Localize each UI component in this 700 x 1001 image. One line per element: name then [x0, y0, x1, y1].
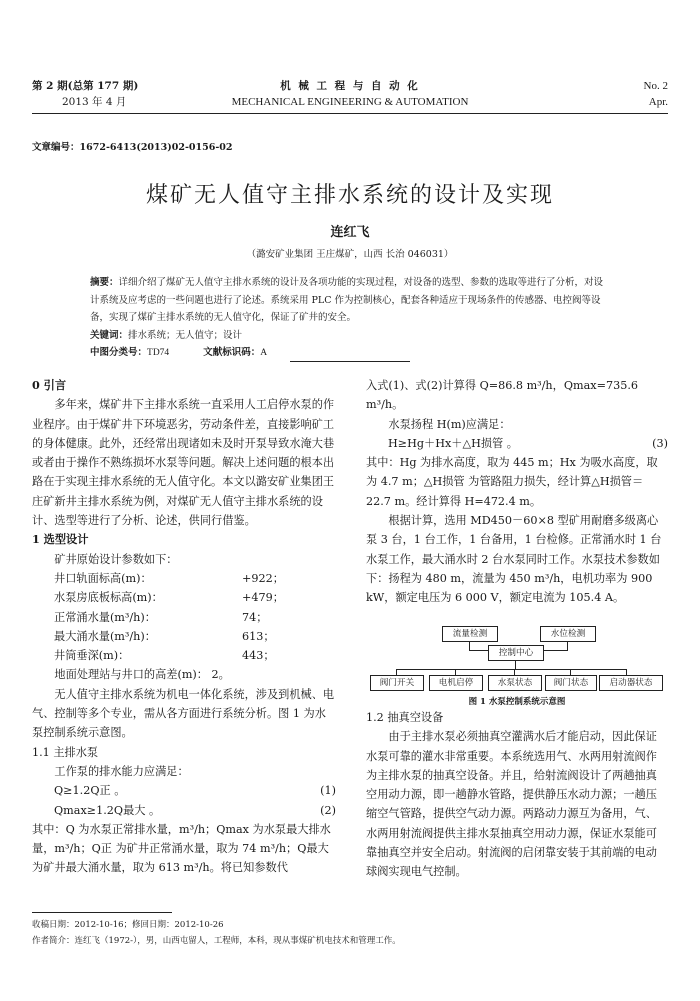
param-row — [32, 646, 336, 665]
figure-1 — [366, 618, 668, 714]
classification — [90, 344, 610, 363]
keywords-label: 关键词： — [90, 329, 129, 341]
intro-paragraph: 多年来，煤矿井下主排水系统一直采用人工启停水泵的作业程序。由于煤矿井下环境恶劣，劳动条件差，直接影响矿工的身体健康。此外，还经常出现诸如未及时开泵导致水淹大巷或者由于操作不熟练损坏水泵等问题。解决上述问题的根本出路在于实现主排水系统的无人值守化。本文以潞安矿业集团王庄矿新井主排水系统为例，对煤矿无人值守主排水系统的设计、选型等进行了分析、论述，供同行借鉴。 — [32, 398, 335, 528]
journal-name-cn: 机 械 工 程 与 自 动 化 — [280, 80, 420, 92]
affiliation: （潞安矿业集团 王庄煤矿，山西 长治 046031） — [246, 249, 454, 260]
equation-3-number: (3) — [652, 436, 668, 450]
connector-line — [567, 642, 568, 650]
valve-status-box: 阀门状态 — [545, 675, 597, 691]
abstract-divider — [290, 361, 410, 362]
symbols-paragraph: 其中：Q 为水泵正常排水量，m³/h；Qmax 为水泵最大排水量，m³/h；Q正 为矿井正常涌水量，取为 74 m³/h；Q最大 为矿井最大涌水量，取为 613 m³/h。将已知参数代 — [32, 822, 331, 875]
result-paragraph: 入式(1)、式(2)计算得 Q=86.8 m³/h，Qmax=735.6 m³/h。 — [366, 379, 638, 412]
equation-1-number: (1) — [320, 784, 336, 798]
doc-code-value: A — [260, 348, 268, 358]
paper-title: 煤矿无人值守主排水系统的设计及实现 — [145, 183, 554, 208]
control-center-box: 控制中心 — [488, 645, 544, 661]
left-column — [32, 376, 336, 878]
height-difference: 地面处理站与井口的高差(m)： 2。 — [54, 668, 230, 682]
head-symbols-paragraph: 其中：Hg 为排水高度，取为 445 m；Hx 为吸水高度，取为 4.7 m；△H损管 为管路阻力损失，经计算△H损管＝22.7 m。经计算得 H=472.4 m。 — [366, 456, 658, 508]
equation-2-body: Qmax≥1.2Q最大 。 — [54, 803, 161, 817]
param-row — [32, 569, 336, 588]
params-intro: 矿井原始设计参数如下： — [54, 552, 178, 566]
connector-line — [396, 669, 626, 670]
param-value: 613； — [242, 629, 275, 643]
right-column-bottom — [366, 708, 668, 882]
abstract-text — [90, 274, 610, 327]
clc-value: TD74 — [147, 348, 170, 358]
valve-switch-box: 阀门开关 — [370, 675, 424, 691]
param-row — [32, 588, 336, 607]
motor-start-stop-box: 电机启停 — [429, 675, 483, 691]
starter-status-box: 启动器状态 — [599, 675, 663, 691]
footnote-rule — [32, 912, 172, 913]
keywords — [90, 327, 610, 345]
date-label: 2013 年 4 月 — [62, 96, 127, 108]
param-label: 井筒垂深(m)： — [54, 649, 130, 663]
issue-month: Apr. — [648, 96, 668, 108]
abstract-body: 详细介绍了煤矿无人值守主排水系统的设计及各项功能的实现过程，对设备的选型、参数的选取等进行了分析，对设计系统及应考虑的一些问题也进行了论述。系统采用 PLC 作为控制核心，配套各种适应于现场条件的传感器、电控阀等设备，实现了煤矿主排水系统的无人值守化，保证了矿井的安全。 — [90, 277, 604, 323]
doc-code-label: 文献标识码： — [203, 347, 261, 358]
journal-name-en: MECHANICAL ENGINEERING & AUTOMATION — [231, 96, 469, 108]
article-id: 文章编号：1672-6413(2013)02-0156-02 — [32, 142, 233, 153]
param-value: +922； — [242, 571, 284, 585]
section-1-heading: 1 选型设计 — [32, 532, 89, 547]
equation-2 — [32, 801, 336, 820]
level-detection-box: 水位检测 — [540, 626, 596, 642]
connector-line — [515, 661, 516, 669]
pump-selection-paragraph: 根据计算，选用 MD450－60×8 型矿用耐磨多级离心泵 3 台，1 台工作，1 台备用，1 台检修。正常涌水时 1 台水泵工作，最大涌水时 2 台水泵同时工作。水泵技术参数如下：扬程为 480 m，流量为 450 m³/h，电机功率为 900 kW，额定电压为 6 000 V，额定电流为 105.4 A。 — [366, 514, 662, 605]
equation-1 — [32, 781, 336, 800]
vacuum-paragraph: 由于主排水泵必须抽真空灌满水后才能启动，因此保证水泵可靠的灌水非常重要。本系统选用气、水两用射流阀作为主排水泵的抽真空设备。并且，给射流阀设计了两趟抽真空用动力源，即一趟静水管路，提供静压水动力源；一趟压缩空气管路，提供空气动力源。两路动力源互为备用，气、水两用射流阀提供主排水泵抽真空用动力源，保证水泵能可靠抽真空并安全启动。射流阀的启闭靠安装于其前端的电动球阀实现电气控制。 — [366, 730, 657, 879]
section-0-heading: 0 引言 — [32, 378, 67, 392]
equation-2-number: (2) — [320, 803, 336, 817]
param-label: 井口轨面标高(m)： — [54, 571, 152, 585]
header-rule — [32, 113, 668, 114]
equation-3-body: H≥Hg＋Hx＋△H损管 。 — [388, 436, 518, 450]
clc-label: 中图分类号： — [90, 347, 148, 358]
figure-1-caption: 图 1 水泵控制系统示意图 — [468, 697, 566, 707]
param-value: +479； — [242, 591, 284, 605]
connector-line — [469, 642, 470, 650]
abstract-label: 摘要： — [90, 277, 119, 288]
param-label: 正常涌水量(m³/h)： — [54, 610, 156, 624]
param-label: 最大涌水量(m³/h)： — [54, 629, 156, 643]
issue-label: 第 2 期(总第 177 期) — [32, 80, 139, 92]
abstract-block — [90, 274, 610, 363]
right-column-top — [366, 376, 668, 608]
pump-status-box: 水泵状态 — [488, 675, 542, 691]
param-label: 水泵房底板标高(m)： — [54, 591, 163, 605]
system-paragraph: 无人值守主排水系统为机电一体化系统，涉及到机械、电气、控制等多个专业，需从各方面进行系统分析。图 1 为水泵控制系统示意图。 — [32, 687, 335, 740]
author-name: 连红飞 — [330, 225, 370, 240]
flow-detection-box: 流量检测 — [442, 626, 498, 642]
head-condition: 水泵扬程 H(m)应满足： — [388, 417, 511, 431]
issue-no: No. 2 — [643, 80, 668, 92]
section-1-2-heading: 1.2 抽真空设备 — [366, 711, 444, 724]
keywords-value: 排水系统；无人值守；设计 — [128, 329, 243, 341]
param-row — [32, 608, 336, 627]
capacity-condition: 工作泵的排水能力应满足： — [54, 764, 189, 778]
section-1-1-heading: 1.1 主排水泵 — [32, 745, 99, 759]
param-value: 74； — [242, 610, 268, 624]
author-bio: 作者简介：连红飞（1972-），男，山西屯留人，工程师，本科，现从事煤矿机电技术和管理工作。 — [32, 936, 401, 946]
equation-3 — [366, 434, 668, 453]
param-row — [32, 627, 336, 646]
equation-1-body: Q≥1.2Q正 。 — [54, 784, 126, 798]
received-date: 收稿日期：2012-10-16；修回日期：2012-10-26 — [32, 920, 224, 930]
param-value: 443； — [242, 649, 275, 663]
